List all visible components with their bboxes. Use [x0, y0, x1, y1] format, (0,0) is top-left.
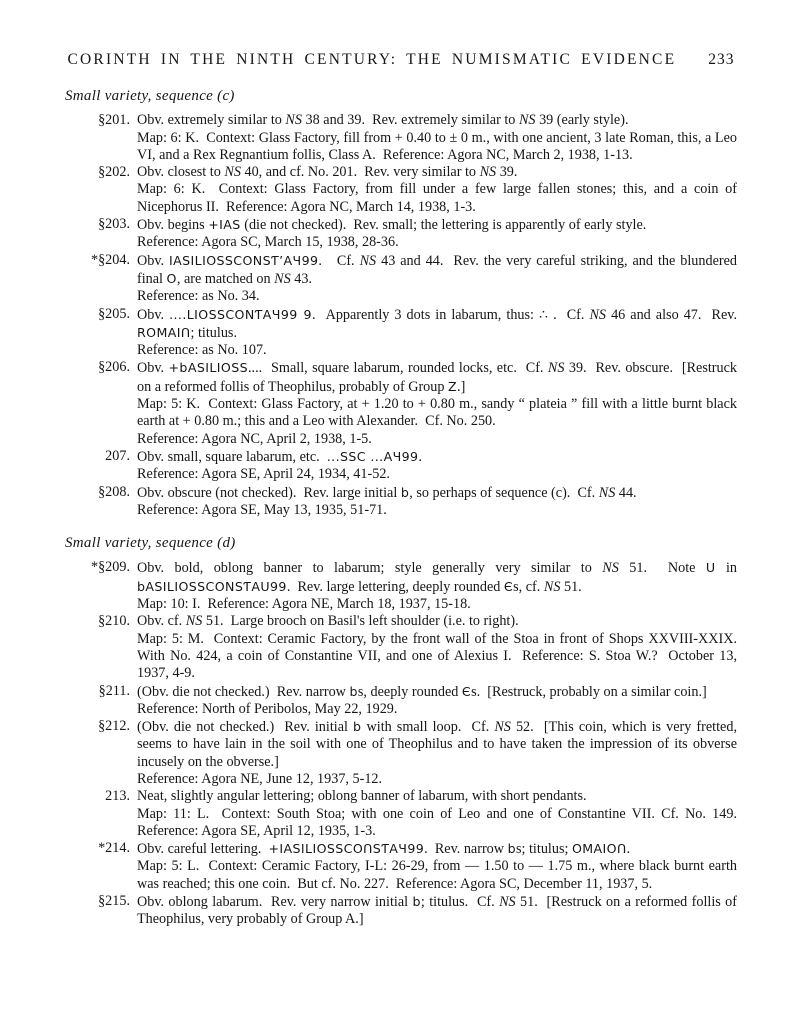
text-run: Reference: North of Peribolos, May 22, 1929. [137, 700, 398, 717]
coin-legend: Є [503, 578, 514, 594]
catalog-entry [65, 484, 737, 520]
text-run: ; titulus. [190, 324, 237, 341]
text-run: , so perhaps of sequence (c). Cf. [409, 484, 599, 501]
text-run: Map: 5: L. Context: Ceramic Factory, I-L: 26-29, from — 1.50 to — 1.75 m., where black burnt earth was reached; this one coin. But cf. No. 227. Reference: Agora SC, December 11, 1937, 5. [137, 858, 741, 892]
text-run: .... Small, square labarum, rounded locks, etc. Cf. [248, 360, 548, 377]
text-run: with small loop. Cf. [361, 719, 495, 736]
text-run: 46 and also 47. Rev. [606, 306, 741, 323]
entry-paragraph [137, 613, 737, 630]
abbrev-italic: NS [598, 484, 616, 501]
entry-body [137, 559, 741, 613]
entry-number: 213. [105, 788, 130, 805]
entry-number: §201. [98, 112, 130, 129]
text-run: 51. Large brooch on Basil's left shoulder (i.e. to right). [202, 613, 519, 630]
entry-paragraph [137, 718, 741, 771]
entry-body [137, 306, 741, 360]
entry-body [137, 484, 737, 520]
entry-paragraph [137, 858, 741, 893]
entry-paragraph [137, 164, 737, 181]
coin-legend: ....LIOSSCONƬAЧ99 9 [169, 306, 312, 322]
text-run: 40, and cf. No. 201. Rev. very similar to [240, 164, 480, 181]
entry-paragraph [137, 771, 737, 788]
text-run: 51. [560, 578, 582, 595]
entry-number: §215. [98, 893, 130, 910]
entry-paragraph [137, 805, 745, 841]
running-head-title: CORINTH IN THE NINTH CENTURY: THE NUMISMATIC EVIDENCE [67, 51, 677, 68]
text-run: (die not checked). Rev. small; the lettering is apparently of early style. [240, 217, 647, 234]
entry-paragraph [137, 466, 737, 483]
entry-paragraph [137, 701, 737, 718]
text-run: Obv. oblong labarum. Rev. very narrow initial [137, 894, 413, 911]
entry-number: *§209. [90, 559, 130, 576]
text-run: in [715, 560, 741, 577]
abbrev-italic: NS [224, 164, 241, 181]
text-run: 39 (early style). [535, 112, 629, 129]
abbrev-italic: NS [518, 112, 536, 129]
text-run: 44. [615, 484, 637, 501]
catalog-entry [65, 164, 741, 216]
text-run: Reference: Agora NE, June 12, 1937, 5-12. [137, 770, 383, 787]
entry-body [137, 893, 741, 929]
coin-legend: +bASILIOSS [168, 360, 248, 376]
entry-paragraph [137, 431, 737, 448]
entry-body [137, 252, 741, 306]
entry-paragraph [137, 559, 741, 596]
entry-number: 207. [105, 447, 130, 464]
catalog-entry [65, 613, 745, 682]
entries-list [65, 559, 745, 928]
catalog-entry [65, 893, 741, 929]
entry-paragraph [137, 306, 741, 343]
section-small-variety-c [65, 88, 741, 519]
text-run: Obv. extremely similar to [137, 112, 286, 129]
entry-paragraph [137, 288, 737, 305]
text-run: Reference: as No. 107. [137, 342, 267, 359]
entry-paragraph [137, 216, 737, 234]
coin-legend: b [412, 894, 421, 910]
catalog-entry [65, 559, 741, 613]
entry-paragraph [137, 840, 737, 858]
text-run: Reference: Agora SE, May 13, 1935, 51-71. [137, 501, 387, 518]
catalog-entry [65, 683, 737, 719]
abbrev-italic: NS [602, 560, 619, 577]
entry-paragraph [137, 596, 737, 613]
abbrev-italic: NS [274, 270, 291, 287]
text-run: Map: 5: K. Context: Glass Factory, at + 1.20 to + 0.80 m., sandy “ plateia ” fill with a little burnt black earth at + 0.80 m.; this and a Leo with Alexander. Cf. No. 250. [137, 396, 741, 430]
abbrev-italic: NS [479, 164, 497, 181]
text-run: 52. [This coin, which is very fretted, seems to have lain in the soil with one of Theophilus and to have taken the impression of its obverse incusely on the obverse.] [137, 719, 741, 770]
entry-paragraph [137, 448, 737, 466]
text-run: Obv. begins [137, 217, 209, 234]
text-run: . Rev. large lettering, deeply rounded [286, 578, 504, 595]
catalog-entry [65, 718, 741, 788]
catalog-entry [65, 840, 741, 893]
entry-paragraph [137, 893, 741, 929]
catalog-entry [65, 251, 741, 306]
entry-body [137, 788, 745, 840]
text-run: s, cf. [513, 578, 544, 595]
text-run: Obv. careful lettering. [137, 841, 269, 858]
entry-body [137, 683, 737, 719]
text-run: Map: 10: I. Reference: Agora NE, March 18, 1937, 15-18. [137, 596, 471, 613]
entry-paragraph [137, 484, 737, 502]
coin-legend: b [353, 719, 362, 735]
text-run: Reference: as No. 34. [137, 288, 260, 305]
text-run: 51. [Restruck on a reformed follis of Theophilus, very probably of Group A.] [137, 894, 741, 928]
entry-number: §208. [98, 483, 130, 500]
text-run: 43. [290, 270, 313, 287]
text-run: Map: 6: K. Context: Glass Factory, fill from + 0.40 to ± 0 m., with one ancient, 3 late Roman, this, a Leo VI, and a Rex Regnantium follis, Class A. Reference: Agora NC, March 2, 1938, 1-13. [137, 129, 741, 163]
text-run: Reference: Agora SC, March 15, 1938, 28-36. [137, 234, 399, 251]
entry-number: *§204. [90, 251, 130, 268]
text-run: s, deeply rounded [357, 683, 462, 700]
catalog-entry [65, 359, 741, 447]
entry-paragraph [137, 181, 741, 216]
coin-legend: ...SSC ...AЧ99 [326, 448, 419, 464]
entry-paragraph [137, 234, 737, 251]
entry-number: §211. [98, 682, 130, 699]
entry-body [137, 359, 741, 447]
entry-body [137, 448, 737, 484]
abbrev-italic: NS [499, 894, 516, 911]
coin-legend: b [507, 841, 516, 857]
section-heading: Small variety, sequence (d) [65, 535, 236, 552]
text-run: Map: 5: M. Context: Ceramic Factory, by the front wall of the Stoa in front of Shops XXVIII-XXIX. With No. 424, a coin of Constantine VII, and one of Alexius I. Reference: S. Stoa W.? October 13, 1937, 4-9. [137, 630, 745, 682]
entry-body [137, 718, 741, 788]
text-run: s. [Restruck, probably on a similar coin.] [471, 683, 707, 700]
abbrev-italic: NS [185, 613, 203, 630]
text-run: .] [457, 378, 466, 395]
text-run: Reference: Agora SE, April 24, 1934, 41-52. [137, 466, 390, 483]
entry-paragraph [137, 252, 741, 289]
coin-legend: U [705, 560, 716, 576]
text-run: 38 and 39. Rev. extremely similar to [301, 112, 519, 129]
text-run: (Obv. die not checked.) Rev. initial [137, 719, 354, 736]
text-run: . Rev. narrow [424, 841, 508, 858]
catalog-entry [65, 112, 741, 164]
coin-legend: b [349, 683, 358, 699]
section-heading: Small variety, sequence (c) [65, 88, 235, 104]
catalog-entry [65, 448, 737, 484]
text-run: Reference: Agora NC, April 2, 1938, 1-5. [137, 430, 372, 447]
coin-legend: OMAIOՈ [571, 841, 627, 857]
coin-legend: Є [461, 683, 472, 699]
abbrev-italic: NS [285, 112, 302, 129]
running-head [65, 51, 737, 68]
text-run: 43 and 44. Rev. the very careful striking, and the blundered final [137, 252, 741, 287]
abbrev-italic: NS [359, 252, 377, 269]
coin-legend: O [166, 270, 177, 286]
entry-number: §210. [98, 613, 130, 630]
entry-paragraph [137, 342, 737, 359]
text-run: Obv. [137, 306, 170, 323]
text-run: (Obv. die not checked.) Rev. narrow [137, 683, 350, 700]
text-run: s; titulus; [515, 841, 572, 858]
coin-legend: bASILIOSSCONSƬAU99 [137, 578, 287, 594]
entry-body [137, 216, 737, 252]
entry-number: §202. [98, 164, 130, 181]
catalog-entry [65, 216, 737, 252]
text-run: . Apparently 3 dots in labarum, thus: ∴ . Cf. [311, 306, 590, 323]
coin-legend: +IASILIOSSCOՈSƬAЧ99 [268, 841, 425, 857]
text-run: ; titulus. Cf. [420, 894, 500, 911]
entry-paragraph [137, 788, 737, 805]
entry-paragraph [137, 359, 741, 396]
entry-paragraph [137, 683, 737, 701]
text-run: Map: 11: L. Context: South Stoa; with one coin of Leo and one of Constantine VII. Cf. No. 149. Reference: Agora SE, April 12, 1935, 1-3. [137, 805, 745, 839]
entry-paragraph [137, 502, 737, 519]
coin-legend: +IAS [208, 217, 241, 233]
entries-list [65, 112, 741, 519]
abbrev-italic: NS [589, 306, 607, 323]
entry-number: §206. [98, 359, 130, 376]
page-content [65, 88, 745, 929]
abbrev-italic: NS [494, 719, 511, 736]
text-run: Obv. cf. [137, 613, 186, 630]
coin-legend: b [400, 484, 410, 500]
text-run: . [626, 841, 631, 858]
text-run: Map: 6: K. Context: Glass Factory, from fill under a few large fallen stones; this, and a coin of Nicephorus II. Reference: Agora NC, March 14, 1938, 1-3. [137, 181, 741, 215]
text-run: Obv. small, square labarum, etc. [137, 448, 327, 465]
abbrev-italic: NS [543, 578, 561, 595]
text-run: Obv. bold, oblong banner to labarum; style generally very similar to [137, 560, 603, 577]
entry-body [137, 613, 745, 682]
text-run: Obv. [137, 360, 169, 377]
text-run: 51. Note [618, 560, 706, 577]
page-number: 233 [708, 51, 735, 68]
entry-body [137, 112, 741, 164]
entry-number: §212. [98, 718, 130, 735]
entry-paragraph [137, 129, 741, 165]
coin-legend: ROMAIՈ [137, 324, 191, 340]
section-small-variety-d [65, 535, 745, 929]
entry-paragraph [137, 112, 737, 129]
coin-legend: IASILIOSSCONSƬ’AЧ99 [169, 252, 319, 268]
text-run: 39. Rev. obscure. [Restruck on a reformed follis of Theophilus, probably of Group [137, 360, 741, 395]
text-run: 39. [496, 164, 518, 181]
text-run: Obv. obscure (not checked). Rev. large initial [137, 484, 401, 501]
text-run: Obv. [137, 252, 170, 269]
text-run: Obv. closest to [137, 164, 225, 181]
text-run: . [418, 448, 422, 465]
abbrev-italic: NS [547, 360, 565, 377]
catalog-entry [65, 788, 745, 840]
entry-number: *214. [98, 840, 130, 857]
coin-legend: Z [448, 378, 458, 394]
text-run: . Cf. [318, 252, 360, 269]
entry-number: §203. [98, 216, 130, 233]
text-run: Neat, slightly angular lettering; oblong banner of labarum, with short pendants. [137, 788, 587, 805]
entry-paragraph [137, 630, 745, 683]
entry-number: §205. [98, 305, 130, 322]
entry-body [137, 164, 741, 216]
catalog-entry [65, 305, 741, 360]
entry-paragraph [137, 396, 741, 431]
entry-body [137, 840, 741, 893]
text-run: , are matched on [176, 270, 275, 287]
